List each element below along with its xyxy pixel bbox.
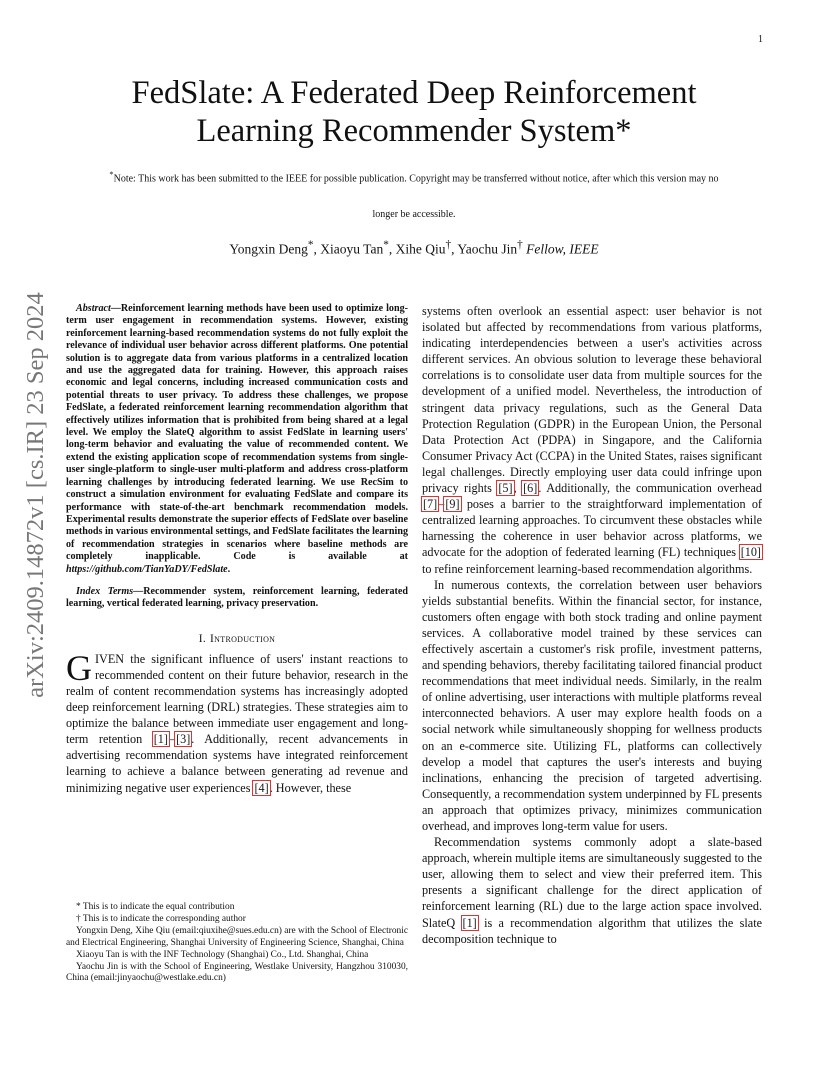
author-deng: Yongxin Deng xyxy=(229,241,308,257)
footnote-affiliation-inf: Xiaoyu Tan is with the INF Technology (Shanghai) Co., Ltd. Shanghai, China xyxy=(76,949,369,960)
author-mark: * xyxy=(307,239,314,251)
citation-link[interactable]: [1] xyxy=(153,732,168,747)
index-terms-body: —Recommender system, reinforcement learning, federated learning, vertical federated learning, privacy preservation. xyxy=(66,585,408,610)
citation-link[interactable]: [9] xyxy=(445,497,460,512)
footnote-equal-contribution: * This is to indicate the equal contribution xyxy=(76,902,235,912)
drop-cap: G xyxy=(66,647,92,688)
author-qiu: Xihe Qiu xyxy=(395,241,446,257)
author-separator: , xyxy=(388,241,396,257)
body-text: poses a barrier to the straightforward implementation of centralized learning approaches. To circumvent these obstacles while harnessing the coherence in user behavior across platforms, we advocate for the adoption of federated learning (FL) techniques xyxy=(422,497,762,560)
citation-dash: – xyxy=(438,497,445,512)
abstract-end: . xyxy=(227,563,231,575)
note-mark: * xyxy=(109,170,114,179)
author-mark: † xyxy=(517,239,523,251)
right-column xyxy=(422,303,762,947)
citation-link[interactable]: [6] xyxy=(523,481,538,496)
citation-separator: , xyxy=(513,481,523,496)
intro-text: . However, these xyxy=(269,780,352,795)
submission-note-line-2: longer be accessible. xyxy=(372,209,456,220)
body-paragraph xyxy=(422,303,762,577)
footnote-corresponding-author: † This is to indicate the corresponding author xyxy=(76,913,246,924)
author-mark: † xyxy=(445,239,452,251)
body-text: is a recommendation algorithm that utilizes the slate decomposition technique to xyxy=(422,915,762,946)
submission-note xyxy=(60,168,768,186)
page-number: 1 xyxy=(758,34,763,45)
author-fellow-title: Fellow, IEEE xyxy=(526,241,599,257)
abstract-label: Abstract xyxy=(76,303,111,314)
title-line-1: FedSlate: A Federated Deep Reinforcement xyxy=(131,75,697,111)
footnote-affiliation-westlake: Yaochu Jin is with the School of Engineering, Westlake University, Hangzhou 310030, China (email:jinyaochu@westlake.edu.cn) xyxy=(66,961,408,984)
body-text: systems often overlook an essential aspect: user behavior is not isolated but affected by recommendations from various platforms, indicating interdependencies between a user's activities across different services. An obvious solution to leverage these behavioral correlations is to consolidate user data from multiple sources for the development of a unified model. Nevertheless, the introduction of stringent data privacy regulations, such as the General Data Protection Regulation (GDPR) in the European Union, the Personal Data Protection Act (PDPA) in Singapore, and the California Consumer Privacy Act (CCPA) in the United States, raises significant legal challenges. Directly employing user data could infringe upon privacy rights xyxy=(422,304,762,496)
body-text: Recommendation systems commonly adopt a slate-based approach, wherein multiple items are simultaneously suggested to the user, allowing them to select and view their preferred item. This presents a significant challenge for the direct application of reinforcement learning (RL) due to the large action space involved. SlateQ xyxy=(422,835,762,930)
author-mark: * xyxy=(383,239,389,251)
paper-title xyxy=(0,74,828,150)
author-separator: , xyxy=(451,241,458,257)
section-number: I. xyxy=(198,632,207,645)
author-tan: Xiaoyu Tan xyxy=(320,241,384,257)
index-terms xyxy=(66,586,408,611)
abstract-body: —Reinforcement learning methods have been used to optimize long-term user engagement in recommendation systems. However, existing reinforcement learning-based recommendation systems do not fully exploit the relevance of individual user behavior across different platforms. One potential solution is to aggregate data from various platforms in a centralized location and use the aggregated data for training. However, this approach raises economic and legal concerns, including increased communication costs and potential threats to user privacy. To address these challenges, we propose FedSlate, a federated reinforcement learning recommendation algorithm that effectively utilizes information that is prohibited from being shared at a legal level. We employ the SlateQ algorithm to assist FedSlate in learning users' long-term behavior and evaluating the value of recommended content. We extend the existing application scope of recommendation systems from single-user single-platform to single-user multi-platform and address cross-platform learning challenges by introducing federated learning. We use RecSim to construct a simulation environment for evaluating FedSlate and compare its performance with state-of-the-art benchmark recommendation models. Experimental results demonstrate the superior effects of FedSlate over baseline methods in various environmental settings, and FedSlate facilitates the learning of recommendation strategies in scenarios where baseline methods are completely inapplicable. Code is available at xyxy=(66,303,408,563)
footnote-affiliation-sues: Yongxin Deng, Xihe Qiu (email:qiuxihe@sues.edu.cn) are with the School of Electronic and Electrical Engineering, Shanghai University of Engineering Science, Shanghai, China xyxy=(66,925,408,948)
citation-link[interactable]: [1] xyxy=(462,915,477,930)
citation-link[interactable]: [4] xyxy=(254,780,269,795)
arxiv-identifier-stamp xyxy=(18,290,54,700)
body-paragraph xyxy=(422,834,762,947)
code-link[interactable]: https://github.com/TianYaDY/FedSlate xyxy=(66,563,228,575)
section-title: Introduction xyxy=(210,632,276,645)
index-terms-label: Index Terms xyxy=(76,585,134,597)
arxiv-identifier-text: arXiv:2409.14872v1 [cs.IR] 23 Sep 2024 xyxy=(22,292,50,698)
intro-text: IVEN the significant influence of users' instant reactions to recommended content on their future behavior, research in the realm of content recommendation systems has increasingly adopted deep reinforcement learning (DRL) strategies. These strategies aim to optimize the balance between immediate user engagement and long-term retention xyxy=(66,651,408,747)
citation-link[interactable]: [3] xyxy=(176,732,191,747)
citation-link[interactable]: [5] xyxy=(498,481,513,496)
left-column xyxy=(66,303,408,796)
abstract xyxy=(66,303,408,576)
citation-link[interactable]: [10] xyxy=(740,545,761,560)
title-line-2: Learning Recommender System* xyxy=(196,113,632,149)
body-paragraph: In numerous contexts, the correlation between user behaviors yields substantial benefits. Within the financial sector, for instance, customers often engage with both stock trading and online payment services. A collaborative model trained by these services can effectively ascertain a customer's risk profile, investment patterns, and spending behaviors, thereby facilitating tailored financial product recommendations that meet individual needs. Similarly, in the realm of online advertising, user interactions with multiple platforms reveal interconnected behaviors. A user may explore health foods on a social network while simultaneously shopping for wellness products on an e-commerce site. Utilizing FL, platforms can collectively develop a model that captures the user's interests and buying inclinations, enhancing the precision of targeted advertising. Consequently, a recommendation system underpinned by FL presents an approach that optimizes privacy, minimizes communication overhead, and improves long-term value for users. xyxy=(422,577,762,833)
footnotes xyxy=(66,902,408,985)
note-line-1: Note: This work has been submitted to the IEEE for possible publication. Copyright may be transferred without notice, after which this version may no xyxy=(113,173,719,185)
section-heading-introduction xyxy=(66,633,408,645)
citation-link[interactable]: [7] xyxy=(423,497,438,512)
body-text: . Additionally, the communication overhead xyxy=(538,481,763,496)
intro-text: . Additionally, recent advancements in advertising recommendation systems have integrated reinforcement learning to achieve a balance between generating ad revenue and minimizing negative user experiences xyxy=(66,732,408,795)
author-list xyxy=(0,236,828,259)
introduction-paragraph xyxy=(66,647,408,796)
citation-dash: – xyxy=(168,732,176,747)
body-text: to refine reinforcement learning-based recommendation algorithms. xyxy=(422,561,753,576)
author-jin: Yaochu Jin xyxy=(457,241,518,257)
author-separator: , xyxy=(313,241,321,257)
